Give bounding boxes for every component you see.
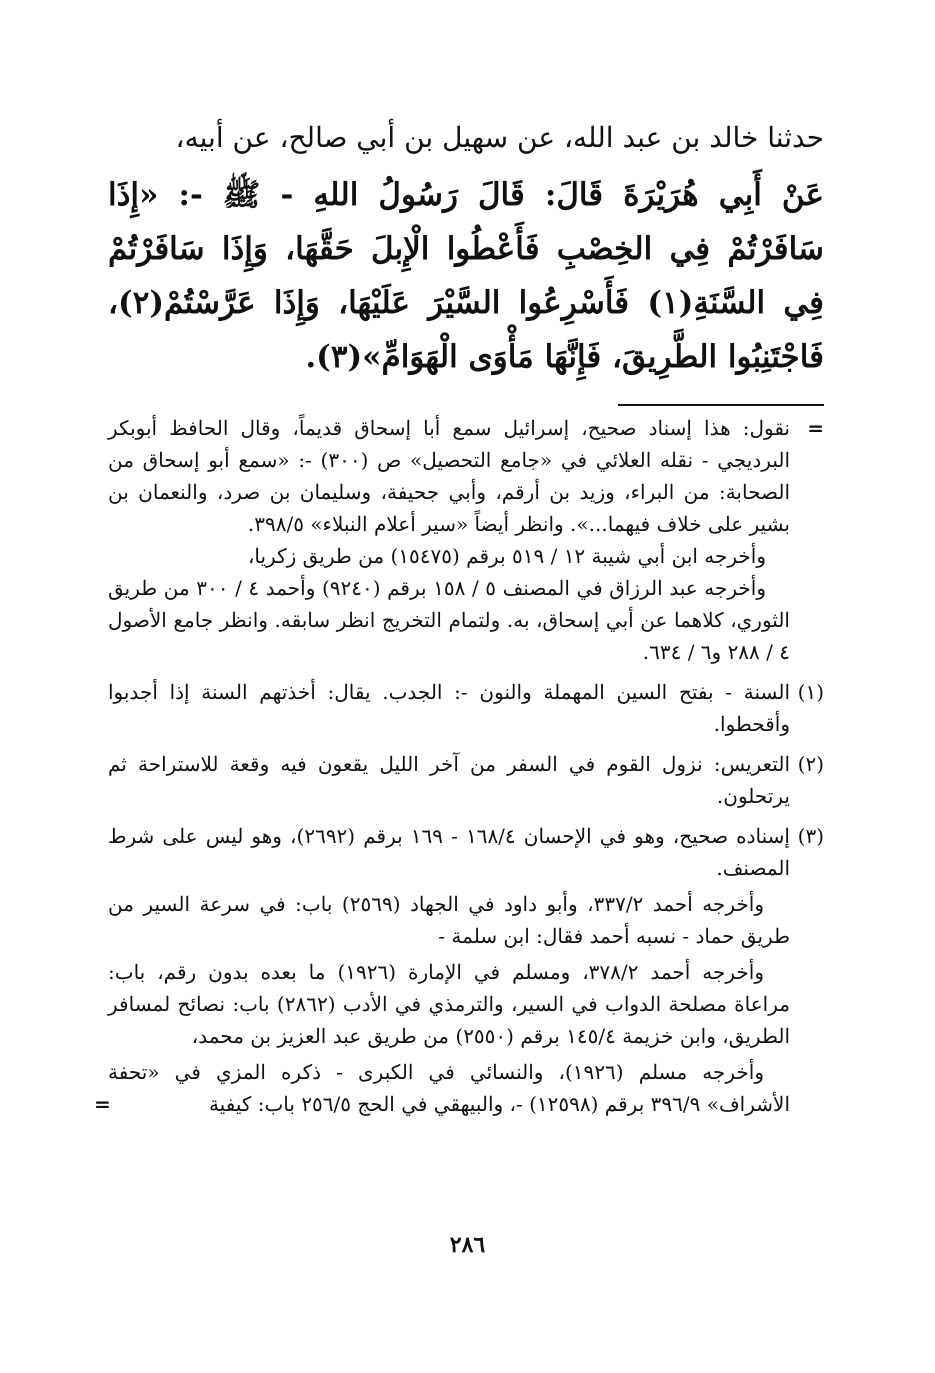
footnote-3 <box>94 820 824 1120</box>
footnote-paragraph: التعريس: نزول القوم في السفر من آخر الليل يقعون فيه وقعة للاستراحة ثم يرتحلون. <box>108 752 790 808</box>
footnote-separator <box>618 404 824 406</box>
footnote-paragraph: وأخرجه أحمد ٣٧٨/٢، ومسلم في الإمارة (١٩٢٦) ما بعده بدون رقم، باب: مراعاة مصلحة الدواب في السير، والترمذي في الأدب (٢٨٦٢) باب: نصائح لمسافر الطريق، وابن خزيمة ١٤٥/٤ برقم (٢٥٥٠) من طريق عبد العزيز بن محمد، <box>108 960 790 1048</box>
continuation-mark: = <box>807 416 824 440</box>
continued-note <box>108 412 824 668</box>
continued-note-paragraph: وأخرجه ابن أبي شيبة ١٢ / ٥١٩ برقم (١٥٤٧٥) من طريق زكريا، <box>247 544 766 568</box>
page-body <box>94 112 824 1120</box>
continuation-mark: = <box>94 1092 111 1116</box>
footnote-paragraph: وأخرجه أحمد ٣٣٧/٢، وأبو داود في الجهاد (٢٥٦٩) باب: في سرعة السير من طريق حماد - نسبه أحمد فقال: ابن سلمة - <box>108 892 790 948</box>
footnote-paragraph: إسناده صحيح، وهو في الإحسان ١٦٨/٤ - ١٦٩ برقم (٢٦٩٢)، وهو ليس على شرط المصنف. <box>108 824 790 880</box>
footnote-paragraph-last <box>94 1056 790 1120</box>
footnote-number: (٢) <box>797 752 824 776</box>
footnote-paragraph-text: وأخرجه مسلم (١٩٢٦)، والنسائي في الكبرى - ذكره المزي في «تحفة الأشراف» ٣٩٦/٩ برقم (١٢٥٩٨) -، والبيهقي في الحج ٢٥٦/٥ باب: كيفية <box>108 1060 790 1116</box>
isnad-line: حدثنا خالد بن عبد الله، عن سهيل بن أبي صالح، عن أبيه، <box>175 121 824 154</box>
hadith-text: عَنْ أَبِي هُرَيْرَةَ قَالَ: قَالَ رَسُولُ اللهِ - ﷺ -: «إِذَا سَافَرْتُمْ فِي الخِصْبِ فَأَعْطُوا الْإِبلَ حَقَّهَا، وَإِذَا سَافَرْتُمْ فِي السَّنَةِ(١) فَأَسْرِعُوا السَّيْرَ عَلَيْهَا، وَإِذَا عَرَّسْتُمْ(٢)، فَاجْتَنِبُوا الطَّرِيقَ، فَإِنَّهَا مَأْوَى الْهَوَامِّ»(٣). <box>108 177 824 375</box>
footnote-1 <box>108 676 824 740</box>
footnote-2 <box>108 748 824 812</box>
footnote-number: (١) <box>797 680 824 704</box>
page-number: ٢٨٦ <box>449 1232 486 1258</box>
footnote-number: (٣) <box>797 824 824 848</box>
continued-note-paragraph: وأخرجه عبد الرزاق في المصنف ٥ / ١٥٨ برقم (٩٢٤٠) وأحمد ٤ / ٣٠٠ من طريق الثوري، كلاهما عن أبي إسحاق، به. ولتمام التخريج انظر سابقه. وانظر جامع الأصول ٤ / ٢٨٨ و٦ / ٦٣٤. <box>108 576 790 664</box>
footnote-paragraph: السنة - بفتح السين المهملة والنون -: الجدب. يقال: أخذتهم السنة إذا أجدبوا وأقحطوا. <box>108 680 790 736</box>
footnotes-area <box>94 412 824 1120</box>
continued-note-paragraph: نقول: هذا إسناد صحيح، إسرائيل سمع أبا إسحاق قديماً، وقال الحافظ أبوبكر البرديجي - نقله العلائي في «جامع التحصيل» ص (٣٠٠) -: «سمع أبو إسحاق من الصحابة: من البراء، وزيد بن أرقم، وأبي جحيفة، وسليمان بن صرد، والنعمان بن بشير على خلاف فيهما...». وانظر أيضاً «سير أعلام النبلاء» ٣٩٨/٥. <box>108 416 790 536</box>
